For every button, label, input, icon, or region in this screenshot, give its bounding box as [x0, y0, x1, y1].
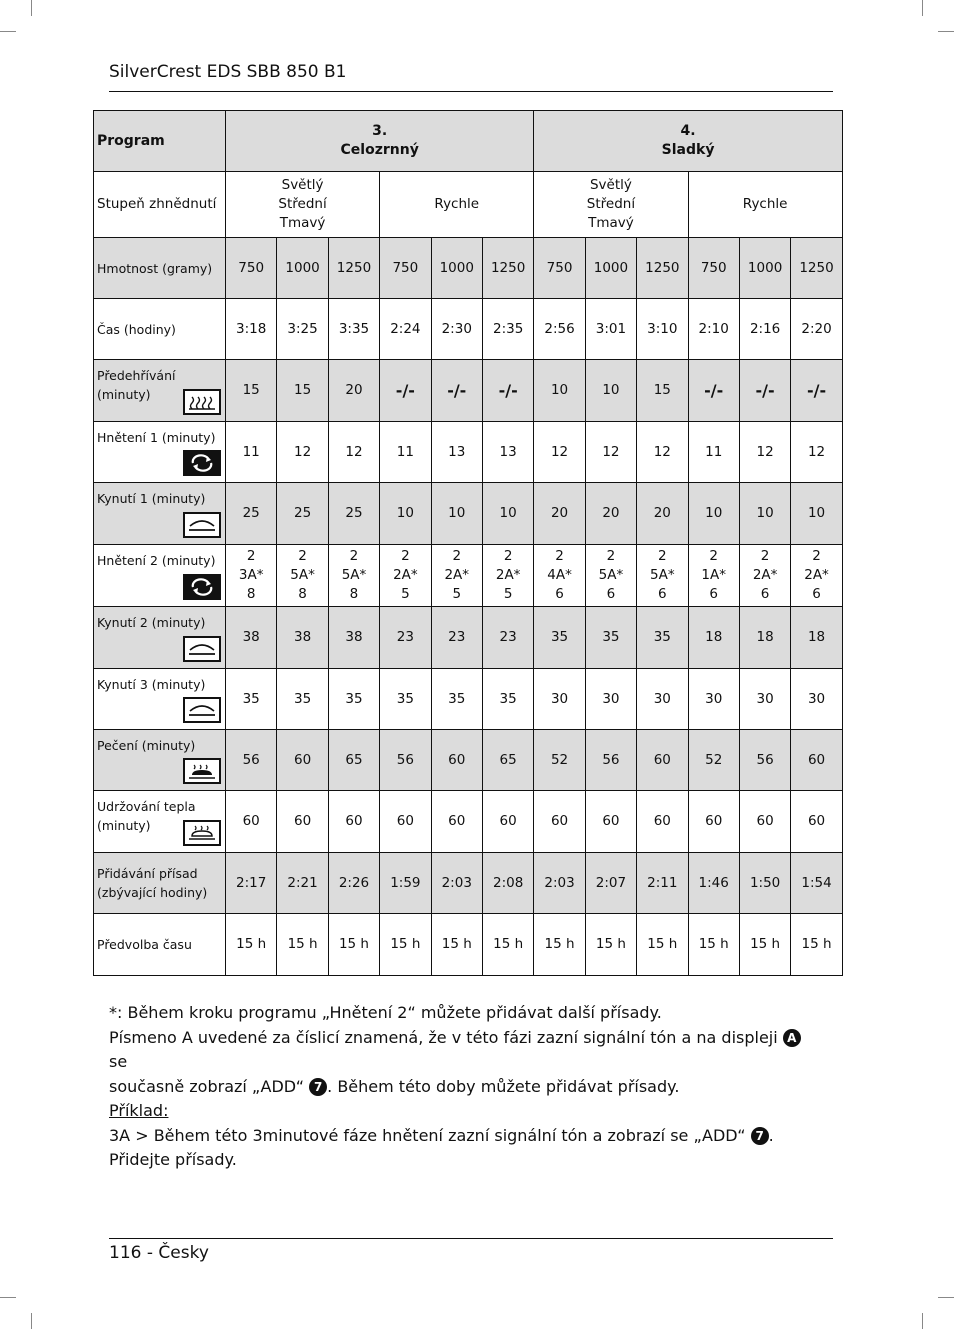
table-cell [534, 545, 585, 607]
crop-mark [31, 1313, 32, 1329]
table-cell: -/- [791, 360, 842, 422]
cell-line: 8 [298, 586, 307, 602]
table-cell: -/- [688, 360, 739, 422]
table-cell: 1250 [791, 238, 842, 299]
row-label [94, 483, 226, 545]
cell-line: 5A* [650, 567, 675, 583]
table-row [94, 483, 843, 545]
browning-row [94, 172, 843, 238]
table-cell: 12 [791, 422, 842, 483]
table-row [94, 607, 843, 669]
table-cell: 2:16 [739, 299, 790, 360]
cell-line: 6 [606, 586, 616, 602]
cell-line: 5 [452, 586, 462, 602]
table-cell: 20 [585, 483, 636, 545]
display-marker-7-icon: 7 [751, 1127, 769, 1145]
table-cell [277, 545, 328, 607]
table-cell: 35 [226, 669, 277, 730]
table-cell: 2:24 [380, 299, 431, 360]
table-cell: 10 [688, 483, 739, 545]
table-cell: 60 [482, 791, 533, 853]
table-cell: 60 [431, 791, 482, 853]
table-cell: 10 [585, 360, 636, 422]
table-cell: 52 [534, 730, 585, 791]
table-cell [637, 545, 688, 607]
browning-light: Světlý [589, 177, 632, 193]
table-cell: 2:03 [431, 853, 482, 914]
bake-icon [183, 758, 221, 784]
browning-levels-3 [226, 172, 380, 238]
table-cell: 11 [380, 422, 431, 483]
table-cell: 56 [380, 730, 431, 791]
table-cell [431, 545, 482, 607]
table-cell: 1250 [637, 238, 688, 299]
table-cell: 13 [431, 422, 482, 483]
note-add-text-end: . Během této doby můžete přidávat přísady. [327, 1076, 680, 1096]
table-cell: 12 [739, 422, 790, 483]
table-cell: 38 [226, 607, 277, 669]
browning-light: Světlý [281, 177, 324, 193]
table-cell: 60 [791, 730, 842, 791]
cell-line: 3A* [238, 567, 264, 583]
table-cell: 15 h [585, 914, 636, 976]
table-cell: 1000 [431, 238, 482, 299]
cell-line: 2 [298, 548, 307, 564]
crop-mark [938, 31, 954, 32]
row-label-line: Udržování tepla [97, 799, 196, 814]
table-cell: 1:46 [688, 853, 739, 914]
crop-mark [938, 1297, 954, 1298]
table-cell: 60 [431, 730, 482, 791]
crop-mark [31, 0, 32, 16]
row-label-text: Kynutí 3 (minuty) [97, 677, 206, 692]
table-cell: 30 [739, 669, 790, 730]
cell-line: 6 [709, 586, 718, 602]
table-cell: 12 [585, 422, 636, 483]
table-cell: 10 [791, 483, 842, 545]
row-label-text: Hnětení 1 (minuty) [97, 430, 216, 445]
cell-line: 6 [555, 586, 564, 602]
table-cell: 35 [277, 669, 328, 730]
note-signal-text: Písmeno A uvedené za číslicí znamená, že v této fázi zazní signální tón a na displeji [109, 1027, 778, 1047]
page-number: 116 [109, 1243, 142, 1263]
table-cell: 15 h [637, 914, 688, 976]
rise-icon [183, 512, 221, 538]
cell-line: 2A* [752, 567, 778, 583]
table-cell: 1:54 [791, 853, 842, 914]
footnotes [109, 1001, 809, 1173]
keep-warm-icon [183, 820, 221, 846]
table-cell: 2:20 [791, 299, 842, 360]
cell-line: 2 [401, 548, 410, 564]
program-table [93, 110, 843, 976]
table-cell: 10 [482, 483, 533, 545]
table-cell: 60 [277, 791, 328, 853]
browning-medium: Střední [278, 196, 327, 212]
row-label [94, 669, 226, 730]
table-row [94, 669, 843, 730]
table-cell: 60 [585, 791, 636, 853]
table-cell: 11 [226, 422, 277, 483]
table-cell: 30 [791, 669, 842, 730]
cell-line: 4A* [547, 567, 572, 583]
table-cell [328, 545, 379, 607]
table-cell: 35 [431, 669, 482, 730]
table-cell: 15 [277, 360, 328, 422]
table-cell: 23 [431, 607, 482, 669]
row-label-line: (minuty) [97, 818, 151, 833]
table-cell: 3:18 [226, 299, 277, 360]
table-cell: 56 [226, 730, 277, 791]
row-label-text: Kynutí 1 (minuty) [97, 491, 206, 506]
table-cell: 20 [328, 360, 379, 422]
table-cell [380, 545, 431, 607]
table-cell: 2:26 [328, 853, 379, 914]
table-cell: 35 [585, 607, 636, 669]
cell-line: 2 [349, 548, 359, 564]
note-signal [109, 1026, 809, 1100]
table-cell: 2:11 [637, 853, 688, 914]
browning-levels-4 [534, 172, 688, 238]
table-cell: 1250 [482, 238, 533, 299]
table-cell: 2:21 [277, 853, 328, 914]
table-cell: 15 h [431, 914, 482, 976]
cell-line: 6 [760, 586, 770, 602]
table-cell: 56 [739, 730, 790, 791]
cell-line: 5A* [341, 567, 367, 583]
table-cell: 30 [688, 669, 739, 730]
table-cell: 60 [637, 791, 688, 853]
knead-icon [183, 574, 221, 600]
table-cell [226, 545, 277, 607]
table-cell: 15 h [534, 914, 585, 976]
table-cell: 1:59 [380, 853, 431, 914]
cell-line: 2 [812, 548, 821, 564]
table-row [94, 545, 843, 607]
row-label-text: Pečení (minuty) [97, 738, 196, 753]
cell-line: 2 [503, 548, 513, 564]
cell-line: 5A* [598, 567, 624, 583]
table-cell: 15 h [380, 914, 431, 976]
cell-line: 8 [246, 586, 256, 602]
table-cell: 15 h [328, 914, 379, 976]
table-cell: 2:56 [534, 299, 585, 360]
row-label [94, 545, 226, 607]
page-footer [109, 1243, 209, 1263]
row-label [94, 730, 226, 791]
note-add-text: současně zobrazí „ADD“ [109, 1076, 305, 1096]
table-cell: 12 [534, 422, 585, 483]
page-separator: - [146, 1243, 153, 1263]
table-row [94, 360, 843, 422]
table-cell: 35 [534, 607, 585, 669]
table-cell: 25 [277, 483, 328, 545]
table-cell: 18 [688, 607, 739, 669]
note-signal-text-end: se [109, 1052, 128, 1071]
crop-mark [922, 1313, 923, 1329]
table-cell: 20 [534, 483, 585, 545]
table-cell: 65 [328, 730, 379, 791]
browning-medium: Střední [586, 196, 636, 212]
row-label-line: Přidávání přísad [97, 866, 198, 881]
table-cell: 2:35 [482, 299, 533, 360]
table-cell: 10 [739, 483, 790, 545]
table-cell: 52 [688, 730, 739, 791]
table-cell: 13 [482, 422, 533, 483]
table-cell: 10 [431, 483, 482, 545]
table-cell: 2:17 [226, 853, 277, 914]
table-cell: 750 [534, 238, 585, 299]
cell-line: 2 [760, 548, 770, 564]
footer-divider [109, 1238, 833, 1239]
display-marker-7-icon: 7 [309, 1078, 327, 1096]
table-cell: 12 [637, 422, 688, 483]
table-row [94, 422, 843, 483]
table-cell: 11 [688, 422, 739, 483]
table-cell: 60 [534, 791, 585, 853]
program-4-number: 4. [680, 123, 696, 139]
example-text-start: 3A > Během této 3minutové fáze hnětení zazní signální tón a zobrazí se „ADD“ [109, 1125, 746, 1145]
table-cell: 38 [277, 607, 328, 669]
table-cell: 30 [534, 669, 585, 730]
table-cell: 12 [328, 422, 379, 483]
example-text [109, 1124, 809, 1173]
table-cell [791, 545, 842, 607]
table-cell: 60 [226, 791, 277, 853]
table-cell: 750 [688, 238, 739, 299]
table-cell: 35 [482, 669, 533, 730]
crop-mark [922, 0, 923, 16]
table-cell: 23 [482, 607, 533, 669]
table-row [94, 238, 843, 299]
program-label: Program [94, 111, 226, 172]
table-cell: 18 [791, 607, 842, 669]
table-cell: 30 [637, 669, 688, 730]
table-row [94, 730, 843, 791]
table-cell: 750 [226, 238, 277, 299]
cell-line: 2 [658, 548, 667, 564]
cell-line: 2A* [495, 567, 521, 583]
table-cell: 2:10 [688, 299, 739, 360]
table-cell: 1000 [585, 238, 636, 299]
table-cell: 15 h [739, 914, 790, 976]
table-cell: -/- [482, 360, 533, 422]
cell-line: 5 [401, 586, 410, 602]
table-cell: 2:30 [431, 299, 482, 360]
cell-line: 2 [555, 548, 564, 564]
row-label-text: Hnětení 2 (minuty) [97, 553, 216, 568]
table-cell: 35 [380, 669, 431, 730]
crop-mark [0, 31, 16, 32]
table-cell: 15 h [482, 914, 533, 976]
header-divider [109, 91, 833, 92]
row-label [94, 360, 226, 422]
cell-line: 2A* [393, 567, 418, 583]
table-cell: 15 [637, 360, 688, 422]
table-cell: 2:08 [482, 853, 533, 914]
row-label: Hmotnost (gramy) [94, 238, 226, 299]
table-cell: 25 [328, 483, 379, 545]
table-cell: 18 [739, 607, 790, 669]
table-cell: 15 h [688, 914, 739, 976]
table-cell: 60 [739, 791, 790, 853]
cell-line: 8 [349, 586, 359, 602]
table-cell: -/- [380, 360, 431, 422]
program-4-header [534, 111, 842, 172]
table-cell: 60 [328, 791, 379, 853]
table-cell: 15 [226, 360, 277, 422]
table-cell: 3:25 [277, 299, 328, 360]
row-label [94, 791, 226, 853]
table-cell: 1:50 [739, 853, 790, 914]
program-4-name: Sladký [661, 142, 715, 158]
table-row [94, 299, 843, 360]
table-cell: -/- [739, 360, 790, 422]
cell-line: 1A* [701, 567, 726, 583]
cell-line: 2 [606, 548, 616, 564]
table-cell: 1000 [739, 238, 790, 299]
table-cell [688, 545, 739, 607]
table-cell: 60 [277, 730, 328, 791]
table-cell: 60 [688, 791, 739, 853]
table-row [94, 853, 843, 914]
row-label-text: Předehřívání (minuty) [97, 368, 176, 402]
table-cell: 1000 [277, 238, 328, 299]
row-label: Předvolba času [94, 914, 226, 976]
table-cell [585, 545, 636, 607]
table-cell: 20 [637, 483, 688, 545]
table-cell: -/- [431, 360, 482, 422]
table-cell: 10 [534, 360, 585, 422]
table-cell: 15 h [226, 914, 277, 976]
table-row [94, 914, 843, 976]
table-row [94, 791, 843, 853]
table-cell: 25 [226, 483, 277, 545]
table-cell: 38 [328, 607, 379, 669]
table-cell: 3:10 [637, 299, 688, 360]
crop-mark [0, 1297, 16, 1298]
table-cell: 60 [380, 791, 431, 853]
table-cell: 65 [482, 730, 533, 791]
table-cell: 15 h [791, 914, 842, 976]
program-header-row [94, 111, 843, 172]
table-cell: 23 [380, 607, 431, 669]
page-language: Česky [158, 1243, 209, 1263]
row-label-line: (zbývající hodiny) [97, 885, 208, 900]
table-cell: 15 h [277, 914, 328, 976]
browning-dark: Tmavý [279, 215, 326, 231]
row-label [94, 607, 226, 669]
cell-line: 6 [658, 586, 667, 602]
table-cell: 12 [277, 422, 328, 483]
row-label [94, 853, 226, 914]
program-3-number: 3. [372, 123, 388, 139]
browning-dark: Tmavý [588, 215, 634, 231]
example-text-end: . Přidejte přísady. [109, 1125, 774, 1169]
display-marker-a-icon: A [783, 1029, 801, 1047]
cell-line: 5A* [290, 567, 315, 583]
cell-line: 6 [812, 586, 821, 602]
table-cell: 30 [585, 669, 636, 730]
cell-line: 2 [452, 548, 462, 564]
row-label [94, 422, 226, 483]
cell-line: 2A* [444, 567, 470, 583]
note-asterisk: *: Během kroku programu „Hnětení 2“ můžete přidávat další přísady. [109, 1003, 662, 1022]
cell-line: 2A* [804, 567, 829, 583]
browning-label: Stupeň zhnědnutí [94, 172, 226, 238]
table-cell [482, 545, 533, 607]
fast-3: Rychle [380, 172, 534, 238]
table-cell [739, 545, 790, 607]
document-title: SilverCrest EDS SBB 850 B1 [109, 62, 347, 82]
cell-line: 2 [246, 548, 256, 564]
table-cell: 60 [791, 791, 842, 853]
fast-4: Rychle [688, 172, 842, 238]
table-cell: 750 [380, 238, 431, 299]
cell-line: 2 [709, 548, 718, 564]
table-cell: 60 [637, 730, 688, 791]
example-label: Příklad: [109, 1101, 169, 1120]
row-label-text: Kynutí 2 (minuty) [97, 615, 206, 630]
cell-line: 5 [503, 586, 513, 602]
table-cell: 2:03 [534, 853, 585, 914]
rise-icon [183, 697, 221, 723]
program-3-name: Celozrnný [340, 142, 419, 158]
table-cell: 35 [328, 669, 379, 730]
preheat-icon [183, 389, 221, 415]
table-cell: 3:01 [585, 299, 636, 360]
row-label: Čas (hodiny) [94, 299, 226, 360]
table-cell: 1250 [328, 238, 379, 299]
table-cell: 10 [380, 483, 431, 545]
knead-icon [183, 450, 221, 476]
table-cell: 35 [637, 607, 688, 669]
table-cell: 56 [585, 730, 636, 791]
table-cell: 2:07 [585, 853, 636, 914]
row-label-text [97, 797, 196, 835]
program-3-header [226, 111, 534, 172]
rise-icon [183, 636, 221, 662]
table-cell: 3:35 [328, 299, 379, 360]
